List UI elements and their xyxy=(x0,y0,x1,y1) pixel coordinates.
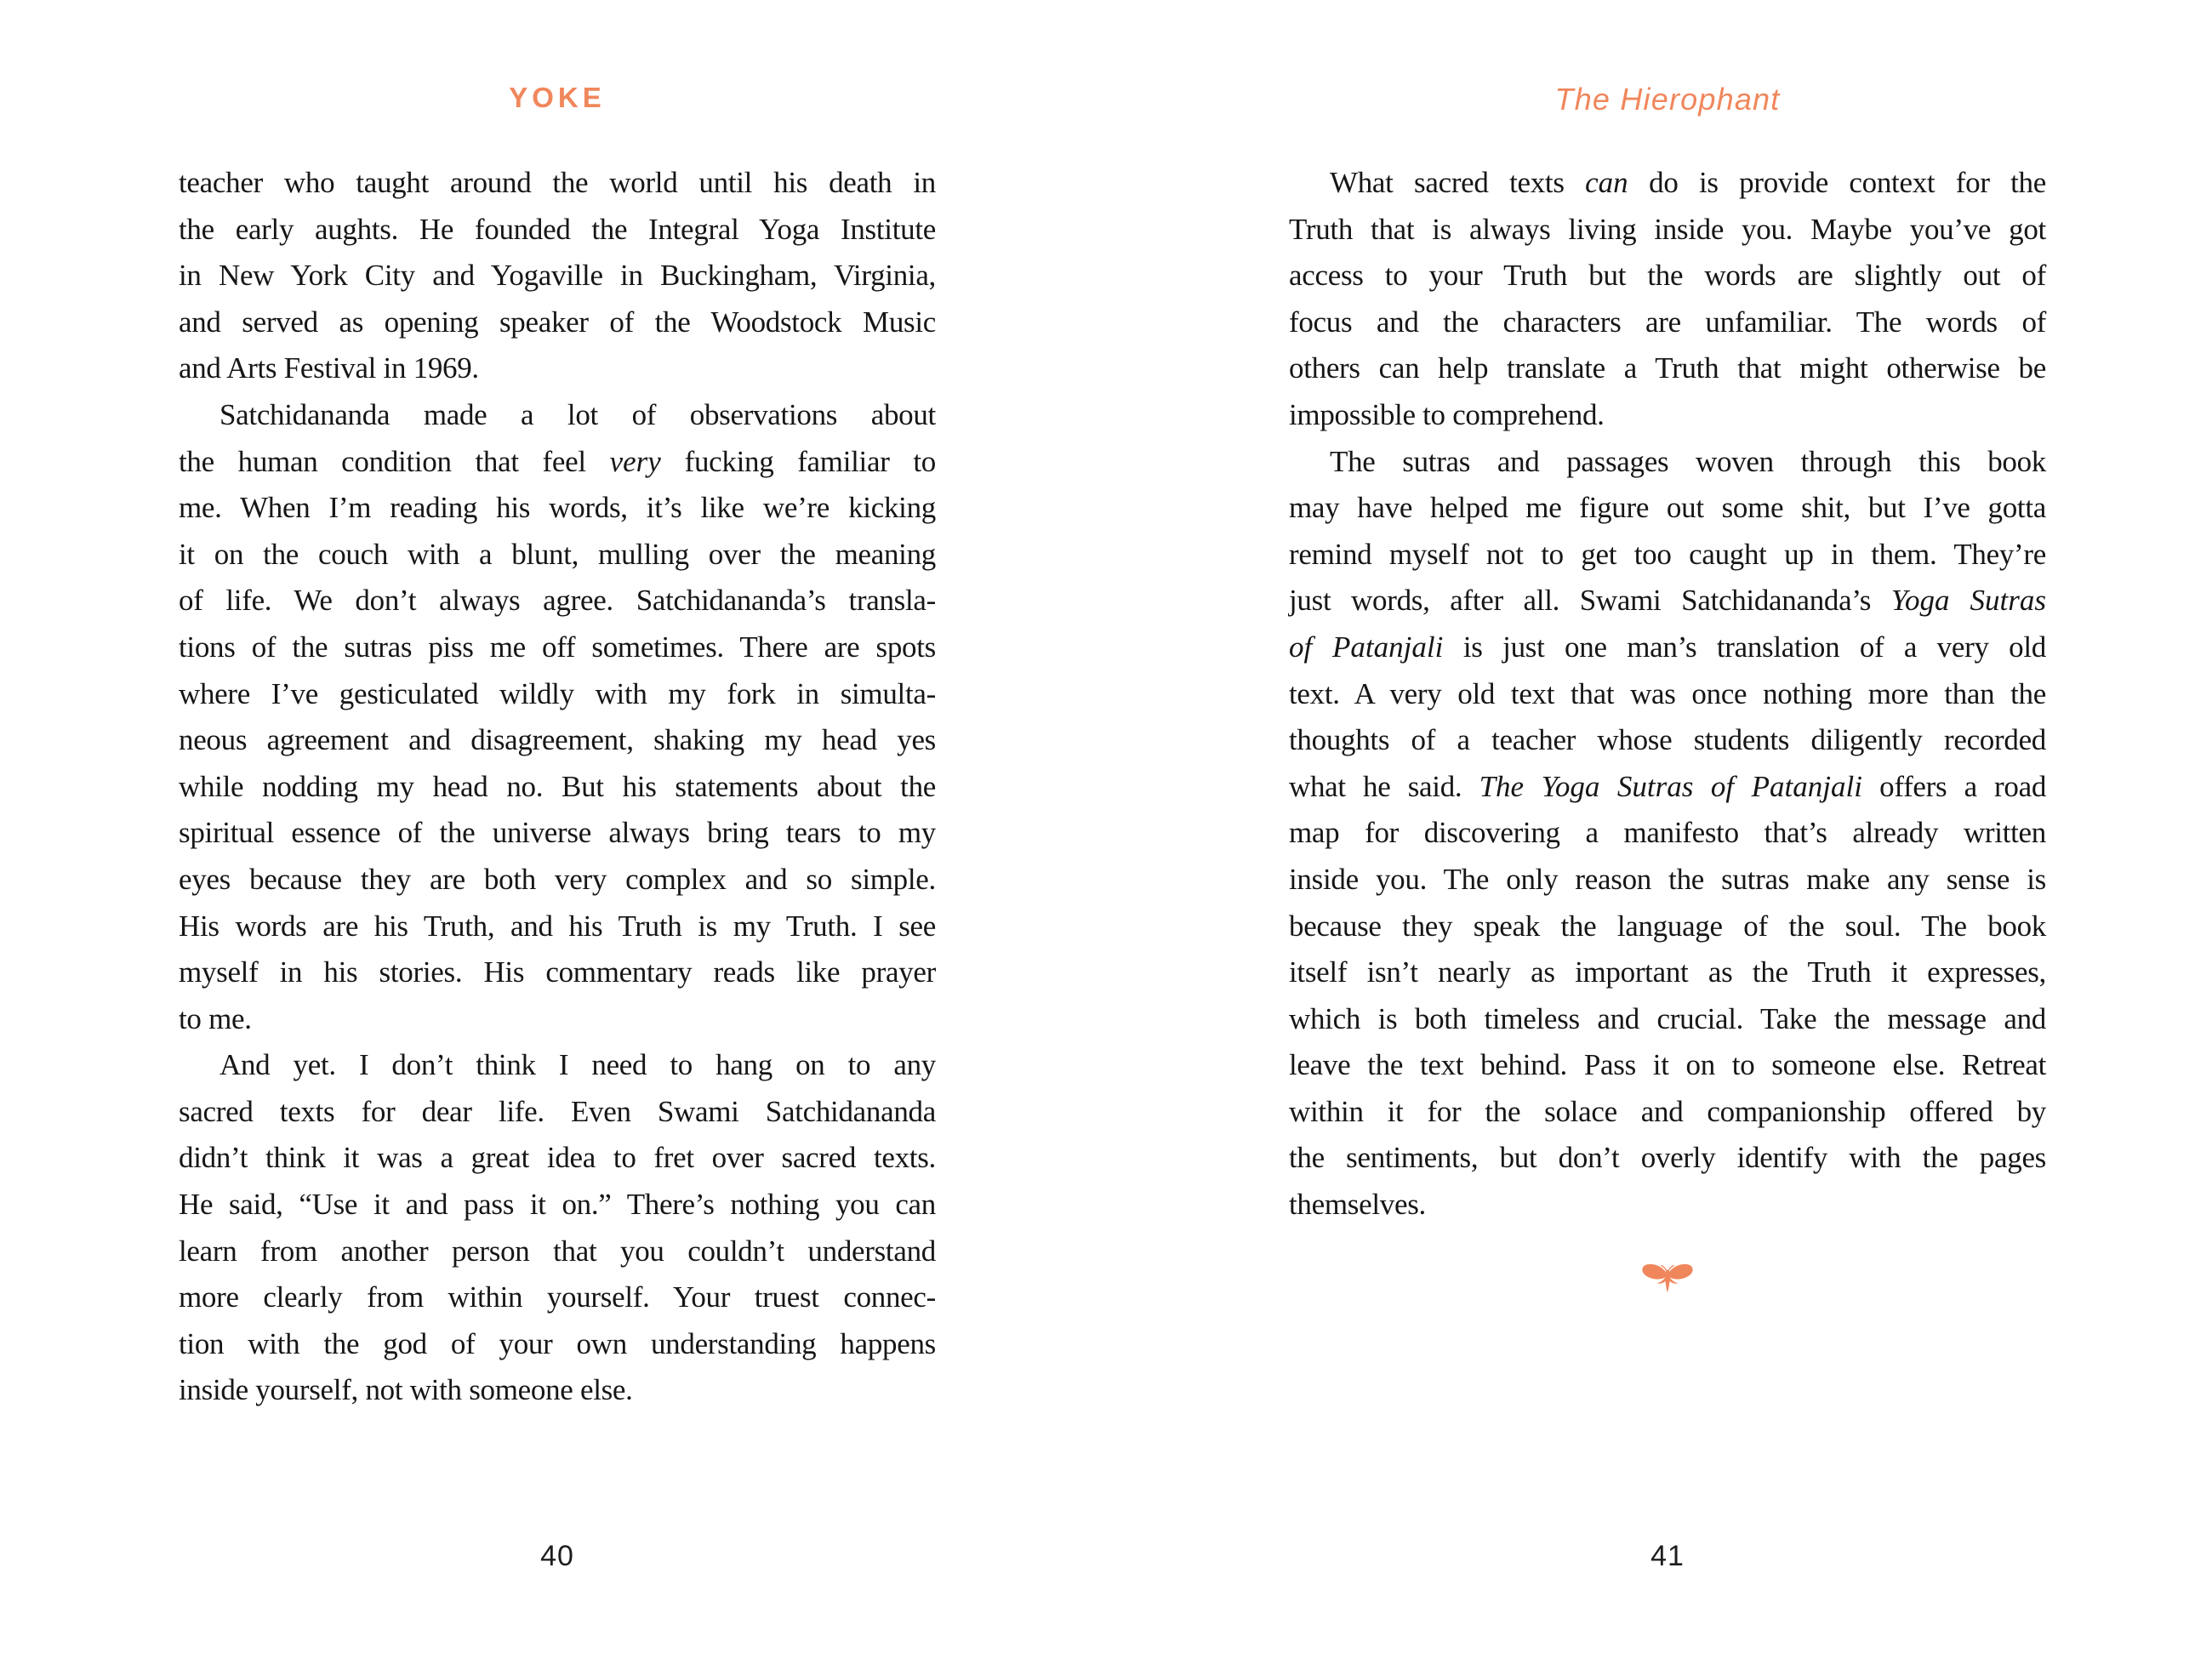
text-line: where I’ve gesticulated wildly with my fork in simulta- xyxy=(179,676,936,710)
text-line: just words, after all. Swami Satchidananda’s Yoga Sutras xyxy=(1289,584,2047,618)
text-line: the human condition that feel very fucking familiar to xyxy=(179,444,936,478)
text-line: And yet. I don’t think I need to hang on to any xyxy=(219,1048,936,1082)
text-line: His words are his Truth, and his Truth is my Truth. I see xyxy=(179,909,936,943)
text-line: inside yourself, not with someone else. xyxy=(179,1373,633,1407)
text-line: What sacred texts can do is provide context for the xyxy=(1330,166,2046,199)
text-line: leave the text behind. Pass it on to someone else. Retreat xyxy=(1289,1048,2046,1082)
left-page-number: 40 xyxy=(540,1540,574,1572)
text-line: it on the couch with a blunt, mulling over the meaning xyxy=(179,537,936,571)
right-page xyxy=(1289,0,2046,1659)
text-line: may have helped me figure out some shit, but I’ve gotta xyxy=(1289,491,2046,525)
right-running-head: The Hierophant xyxy=(1554,82,1781,117)
text-line: neous agreement and disagreement, shaking my head yes xyxy=(179,723,936,757)
text-line: within it for the solace and companionship offered by xyxy=(1289,1094,2046,1128)
text-line: Truth that is always living inside you. Maybe you’ve got xyxy=(1289,212,2046,246)
text-line: because they speak the language of the soul. The book xyxy=(1289,909,2046,943)
text-line: learn from another person that you couldn’t understand xyxy=(179,1234,936,1268)
left-page xyxy=(179,0,936,1659)
text-line: sacred texts for dear life. Even Swami Satchidananda xyxy=(179,1094,936,1128)
text-line: tions of the sutras piss me off sometimes. There are spots xyxy=(179,630,936,664)
text-line: access to your Truth but the words are slightly out of xyxy=(1289,259,2046,293)
right-page-body xyxy=(1289,160,2046,1229)
text-line: remind myself not to get too caught up in them. They’re xyxy=(1289,537,2046,571)
text-line: of life. We don’t always agree. Satchidananda’s transla- xyxy=(179,584,936,618)
text-line: Satchidananda made a lot of observations about xyxy=(219,397,936,431)
text-line: spiritual essence of the universe always bring tears to my xyxy=(179,816,936,850)
right-page-number: 41 xyxy=(1650,1540,1685,1572)
text-line: the sentiments, but don’t overly identify with the pages xyxy=(1289,1141,2046,1175)
text-line: and Arts Festival in 1969. xyxy=(179,351,479,385)
paragraph xyxy=(1289,160,2046,439)
paragraph xyxy=(179,160,936,392)
text-line: eyes because they are both very complex and so simple. xyxy=(179,862,936,896)
text-line: myself in his stories. His commentary reads like prayer xyxy=(179,955,936,989)
left-running-head: YOKE xyxy=(509,82,606,113)
text-line: of Patanjali is just one man’s translation of a very old xyxy=(1289,630,2047,664)
text-line: The sutras and passages woven through this book xyxy=(1330,444,2046,478)
text-line: itself isn’t nearly as important as the Truth it expresses, xyxy=(1289,955,2046,989)
moth-icon xyxy=(1640,1262,1695,1296)
text-line: in New York City and Yogaville in Buckingham, Virginia, xyxy=(179,259,936,293)
text-line: themselves. xyxy=(1289,1188,1426,1222)
text-line: me. When I’m reading his words, it’s like we’re kicking xyxy=(179,491,936,525)
text-line: the early aughts. He founded the Integral Yoga Institute xyxy=(179,212,936,246)
paragraph xyxy=(179,392,936,1042)
text-line: map for discovering a manifesto that’s already written xyxy=(1289,816,2046,850)
text-line: inside you. The only reason the sutras make any sense is xyxy=(1289,862,2046,896)
text-line: while nodding my head no. But his statements about the xyxy=(179,769,936,803)
text-line: He said, “Use it and pass it on.” There’s nothing you can xyxy=(179,1188,936,1222)
paragraph xyxy=(1289,439,2046,1229)
left-page-body xyxy=(179,160,936,1414)
text-line: tion with the god of your own understanding happens xyxy=(179,1326,936,1360)
text-line: which is both timeless and crucial. Take the message and xyxy=(1289,1001,2046,1035)
text-line: what he said. The Yoga Sutras of Patanjali offers a road xyxy=(1289,769,2047,803)
text-line: focus and the characters are unfamiliar. The words of xyxy=(1289,305,2046,339)
text-line: text. A very old text that was once nothing more than the xyxy=(1289,676,2046,710)
paragraph xyxy=(179,1042,936,1414)
text-line: impossible to comprehend. xyxy=(1289,397,1605,431)
text-line: and served as opening speaker of the Woodstock Music xyxy=(179,305,936,339)
text-line: to me. xyxy=(179,1001,252,1035)
text-line: didn’t think it was a great idea to fret over sacred texts. xyxy=(179,1141,936,1175)
text-line: more clearly from within yourself. Your truest connec- xyxy=(179,1280,936,1314)
text-line: thoughts of a teacher whose students diligently recorded xyxy=(1289,723,2046,757)
text-line: others can help translate a Truth that might otherwise be xyxy=(1289,351,2046,385)
text-line: teacher who taught around the world until his death in xyxy=(179,166,936,199)
